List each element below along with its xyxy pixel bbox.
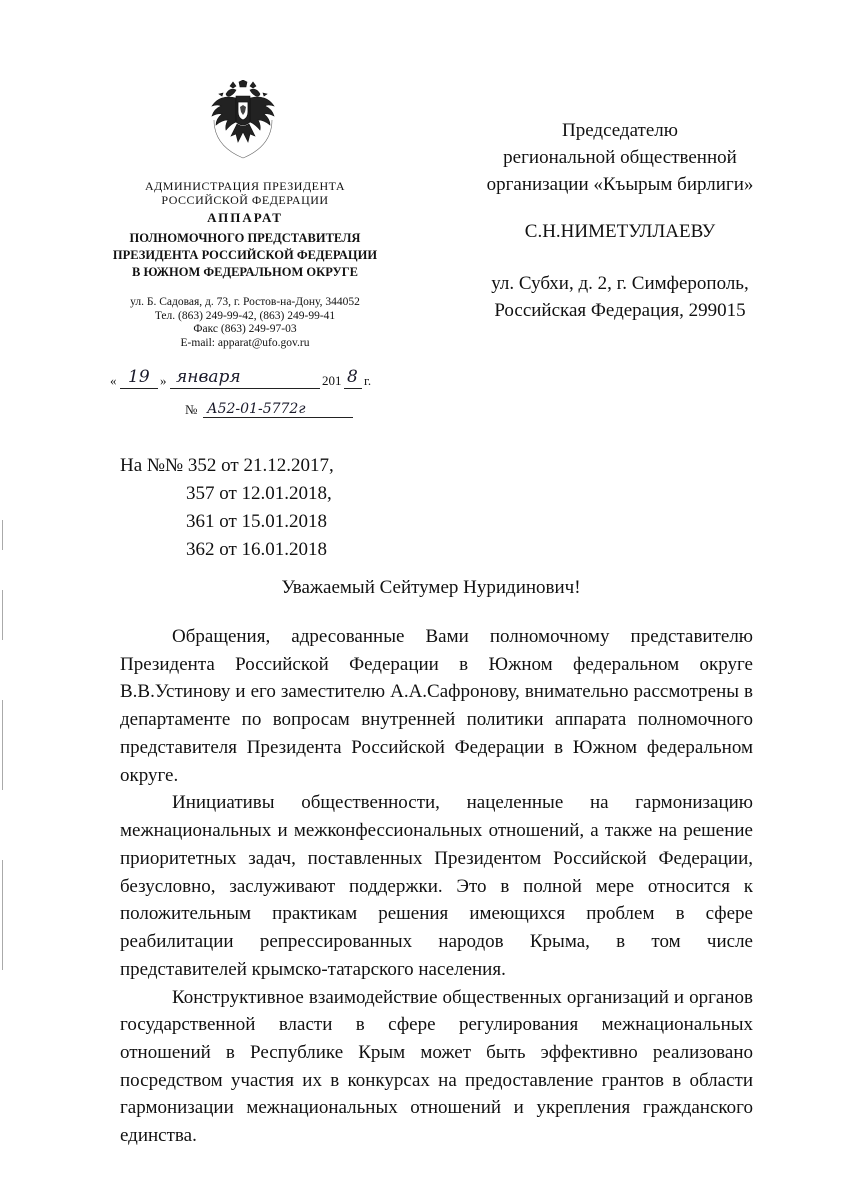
letter-date [110,367,380,391]
body-paragraph: Инициативы общественности, нацеленные на гармонизацию межнациональных и межконфессиональных отношений, а также на решение приоритетных задач, поставленных Президентом Российской Федерации, безусловно, заслуживают поддержки. Это в полной мере относится к положительным практикам решения имеющихся проблем в сфере реабилитации репрессированных народов Крыма, в том числе представителей крымско-татарского населения. [120,792,753,980]
admin-line-1: АДМИНИСТРАЦИЯ ПРЕЗИДЕНТА [144,179,346,193]
number-value: А52-01-5772г [207,401,306,417]
role-line-1: Председателю [562,120,678,141]
role-line-3: организации «Къырым бирлиги» [486,173,754,195]
reference-item: На №№ 352 от 21.12.2017, [120,455,334,476]
office-line-2: ПРЕЗИДЕНТА РОССИЙСКОЙ ФЕДЕРАЦИИ [112,247,378,262]
double-headed-eagle-emblem-icon [210,80,276,160]
letter-body [120,623,753,1150]
role-line-2: региональной общественной [503,146,737,168]
sender-phone: Тел. (863) 249-99-42, (863) 249-99-41 [154,309,336,322]
month-underline [170,388,320,389]
date-open-quote: « [110,373,117,388]
reference-item: 357 от 12.01.2018, [186,482,332,504]
scan-edge-mark [2,520,3,550]
office-line-3: В ЮЖНОМ ФЕДЕРАЛЬНОМ ОКРУГЕ [132,264,358,279]
outgoing-number [185,398,375,420]
body-paragraph: Обращения, адресованные Вами полномочному представителю Президента Российской Федерации в Южном федеральном округе В.В.Устинову и его заместителю А.А.Сафронову, внимательно рассмотрены в департаменте по вопросам внутренней политики аппарата полномочного представителя Президента Российской Федерации в Южном федеральном округе. [120,626,753,786]
scan-edge-mark [2,590,3,640]
scan-edge-mark [2,860,3,970]
body-paragraph: Конструктивное взаимодействие общественных организаций и органов государственной власти в сфере регулирования межнациональных отношений в Республике Крым может быть эффективно реализовано посредством участия их в конкурсах на предоставление грантов в области гармонизации межнациональных отношений и укрепления гражданского единства. [120,986,753,1147]
sender-contacts [100,296,390,350]
sender-office [100,230,390,281]
admin-line-2: РОССИЙСКОЙ ФЕДЕРАЦИИ [161,192,329,207]
date-year-prefix: 201 [322,373,342,388]
date-year-digit: 8 [347,367,358,387]
apparat-title: АППАРАТ [207,210,283,225]
office-line-1: ПОЛНОМОЧНОГО ПРЕДСТАВИТЕЛЯ [129,231,361,245]
addressee-country: Российская Федерация, 299015 [494,299,746,321]
reference-item: 362 от 16.01.2018 [186,538,328,560]
addressee-address [455,271,785,325]
addressee-role [455,118,785,199]
number-underline [203,417,353,418]
day-underline [120,388,158,389]
addressee-street: ул. Субхи, д. 2, г. Симферополь, [491,273,749,294]
reference-item: 361 от 15.01.2018 [186,510,328,532]
scan-edge-mark [2,700,3,790]
sender-address: ул. Б. Садовая, д. 73, г. Ростов-на-Дону, 344052 [130,296,360,308]
sender-email: E-mail: apparat@ufo.gov.ru [180,336,310,349]
year-underline [344,388,362,389]
sender-fax: Факс (863) 249-97-03 [193,323,297,336]
addressee-name: С.Н.НИМЕТУЛЛАЕВУ [524,221,716,242]
number-sign: № [185,402,198,417]
date-close-quote: » [160,373,167,388]
salutation: Уважаемый Сейтумер Нуридинович! [281,577,581,598]
reference-list [120,452,334,564]
date-year-suffix: г. [364,373,372,388]
date-day: 19 [128,367,150,387]
date-month: января [176,367,241,387]
sender-administration [100,180,390,208]
